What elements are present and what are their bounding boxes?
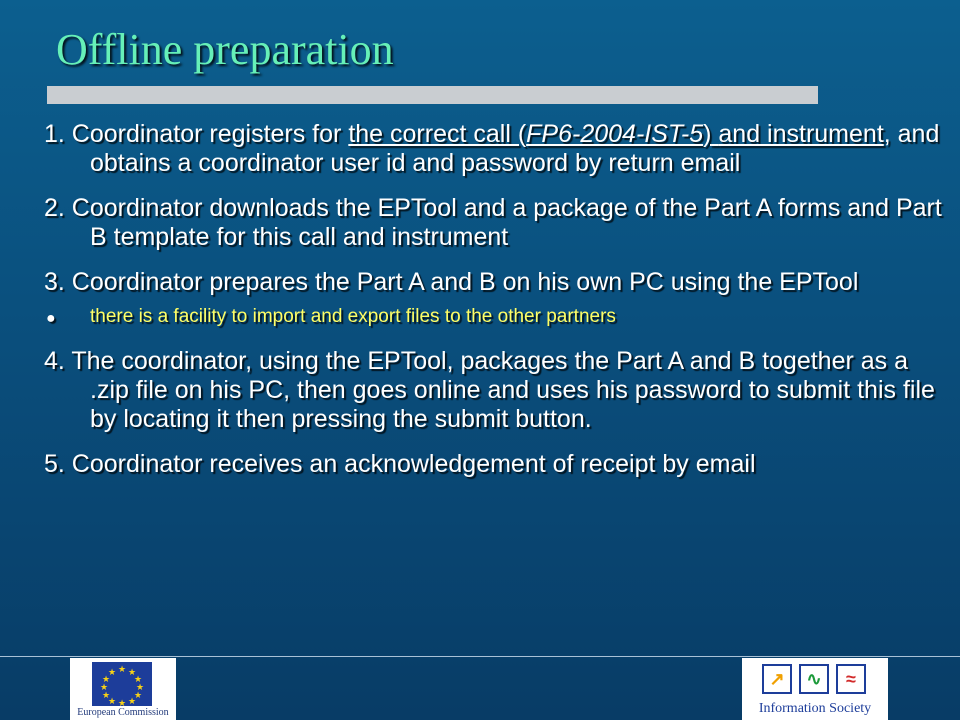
call-close: ) bbox=[703, 120, 712, 148]
step-1 bbox=[44, 120, 944, 178]
title-underline-bar bbox=[47, 86, 818, 104]
call-link bbox=[348, 120, 883, 148]
instrument-text: and instrument bbox=[718, 120, 884, 148]
call-text: the correct call ( bbox=[348, 120, 527, 148]
step-number: 5. bbox=[44, 450, 65, 478]
bullet-dot-icon: ● bbox=[46, 310, 56, 327]
slide-content bbox=[44, 120, 944, 495]
step-number: 1. bbox=[44, 120, 65, 148]
sub-bullet bbox=[44, 305, 944, 329]
step-4 bbox=[44, 347, 944, 434]
step-number: 3. bbox=[44, 268, 65, 296]
wave-icon: ∿ bbox=[799, 664, 829, 694]
step-text: Coordinator downloads the EPTool and a package of the Part A forms and Part B template for this call and instrument bbox=[64, 194, 942, 251]
step-5 bbox=[44, 450, 944, 479]
information-society-logo bbox=[742, 658, 888, 720]
step-text: Coordinator prepares the Part A and B on his own PC using the EPTool bbox=[64, 268, 859, 296]
slide-title: Offline preparation bbox=[56, 25, 394, 74]
step-number: 2. bbox=[44, 194, 65, 222]
logo-caption: Information Society bbox=[758, 701, 872, 716]
arrow-icon: ↗ bbox=[762, 664, 792, 694]
step-text: Coordinator receives an acknowledgement of receipt by email bbox=[64, 450, 756, 478]
step-text: Coordinator registers for bbox=[64, 120, 349, 148]
european-commission-logo bbox=[70, 658, 176, 720]
sub-bullet-text: there is a facility to import and export files to the other partners bbox=[90, 306, 616, 327]
logo-caption: European Commission bbox=[77, 707, 169, 718]
eu-flag-icon: ★ ★ ★ ★ ★ ★ ★ ★ ★ ★ ★ ★ bbox=[92, 662, 152, 706]
footer-divider bbox=[0, 656, 960, 657]
approx-icon: ≈ bbox=[836, 664, 866, 694]
step-3 bbox=[44, 268, 944, 297]
step-text: The coordinator, using the EPTool, packages the Part A and B together as a .zip file on his PC, then goes online and uses his password to submit this file by locating it then pressing the submit button. bbox=[64, 347, 935, 433]
call-id: FP6-2004-IST-5 bbox=[526, 120, 704, 148]
step-text-continued: , and obtains a coordinator user id and password by return email bbox=[90, 120, 940, 177]
step-number: 4. bbox=[44, 347, 65, 375]
step-2 bbox=[44, 194, 944, 252]
